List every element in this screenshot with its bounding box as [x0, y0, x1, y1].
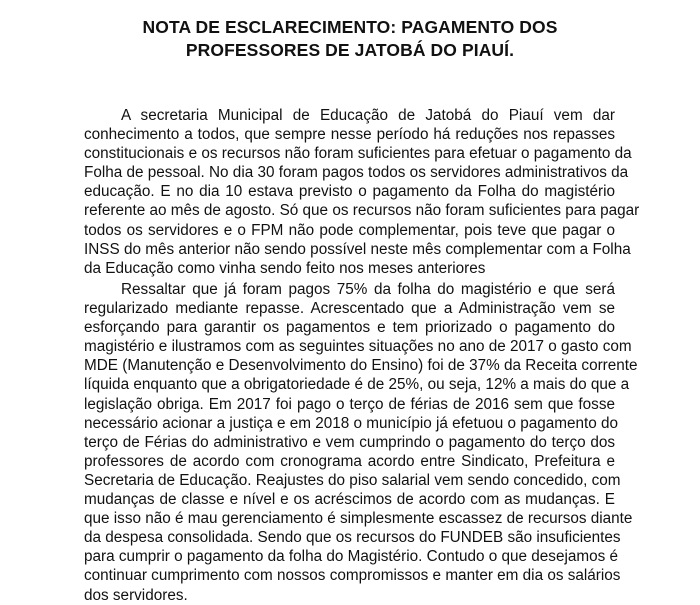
paragraph-line: necessário acionar a justiça e em 2018 o município já efetuou o pagamento do: [84, 414, 619, 432]
paragraph-line: referente ao mês de agosto. Só que os recursos não foram suficientes para pagar: [84, 202, 640, 220]
paragraph-line: INSS do mês anterior não sendo possível neste mês complementar com a Folha: [84, 240, 631, 258]
paragraph-line: MDE (Manutenção e Desenvolvimento do Ensino) foi de 37% da Receita corrente: [84, 357, 638, 375]
paragraph-line: esforçando para garantir os pagamentos e tem priorizado o pagamento do: [84, 319, 615, 337]
paragraph-line: magistério e ilustramos com as seguintes situações no ano de 2017 o gasto com: [84, 338, 632, 356]
title-line-2: PROFESSORES DE JATOBÁ DO PIAUÍ.: [185, 40, 515, 60]
paragraph-line: Folha de pessoal. No dia 30 foram pagos todos os servidores administrativos da: [84, 164, 629, 182]
paragraph-1: [84, 106, 640, 278]
paragraph-line: conhecimento a todos, que sempre nesse período há reduções nos repasses: [84, 126, 615, 144]
paragraph-line: educação. E no dia 10 estava previsto o pagamento da Folha do magistério: [84, 183, 615, 201]
paragraph-line: para cumprir o pagamento da folha do Magistério. Contudo o que desejamos é: [84, 548, 619, 566]
paragraph-2: [84, 280, 638, 605]
title-line-1: NOTA DE ESCLARECIMENTO: PAGAMENTO DOS: [142, 17, 558, 37]
paragraph-line: continuar cumprimento com nossos compromissos e manter em dia os salários: [84, 567, 621, 585]
paragraph-line: regularizado mediante repasse. Acrescentado que a Administração vem se: [84, 300, 615, 318]
paragraph-line: Ressaltar que já foram pagos 75% da folha do magistério e que será: [121, 281, 615, 298]
paragraph-line: líquida enquanto que a obrigatoriedade é de 25%, ou seja, 12% a mais do que a: [84, 376, 630, 394]
paragraph-line: A secretaria Municipal de Educação de Jatobá do Piauí vem dar: [121, 107, 615, 124]
paragraph-line: da despesa consolidada. Sendo que os recursos do FUNDEB são insuficientes: [84, 529, 621, 547]
paragraph-line: terço de Férias do administrativo e vem cumprindo o pagamento do terço dos: [84, 433, 615, 451]
paragraph-line: da Educação como vinha sendo feito nos meses anteriores: [84, 259, 486, 277]
paragraph-line: mudanças de classe e nível e os acréscimos de acordo com as mudanças. E: [84, 491, 615, 509]
paragraph-line: constitucionais e os recursos não foram suficientes para efetuar o pagamento da: [84, 145, 632, 163]
paragraph-line: que isso não é mau gerenciamento é simplesmente escassez de recursos diante: [84, 510, 633, 528]
paragraph-line: todos os servidores e o FPM não pode complementar, pois teve que pagar o: [84, 221, 615, 239]
paragraph-line: Secretaria de Educação. Reajustes do piso salarial vem sendo concedido, com: [84, 471, 621, 489]
paragraph-line: dos servidores.: [84, 586, 188, 604]
paragraph-line: professores de acordo com cronograma acordo entre Sindicato, Prefeitura e: [84, 452, 615, 470]
document-title: [60, 16, 640, 62]
paragraph-line: legislação obriga. Em 2017 foi pago o terço de férias de 2016 sem que fosse: [84, 395, 615, 413]
